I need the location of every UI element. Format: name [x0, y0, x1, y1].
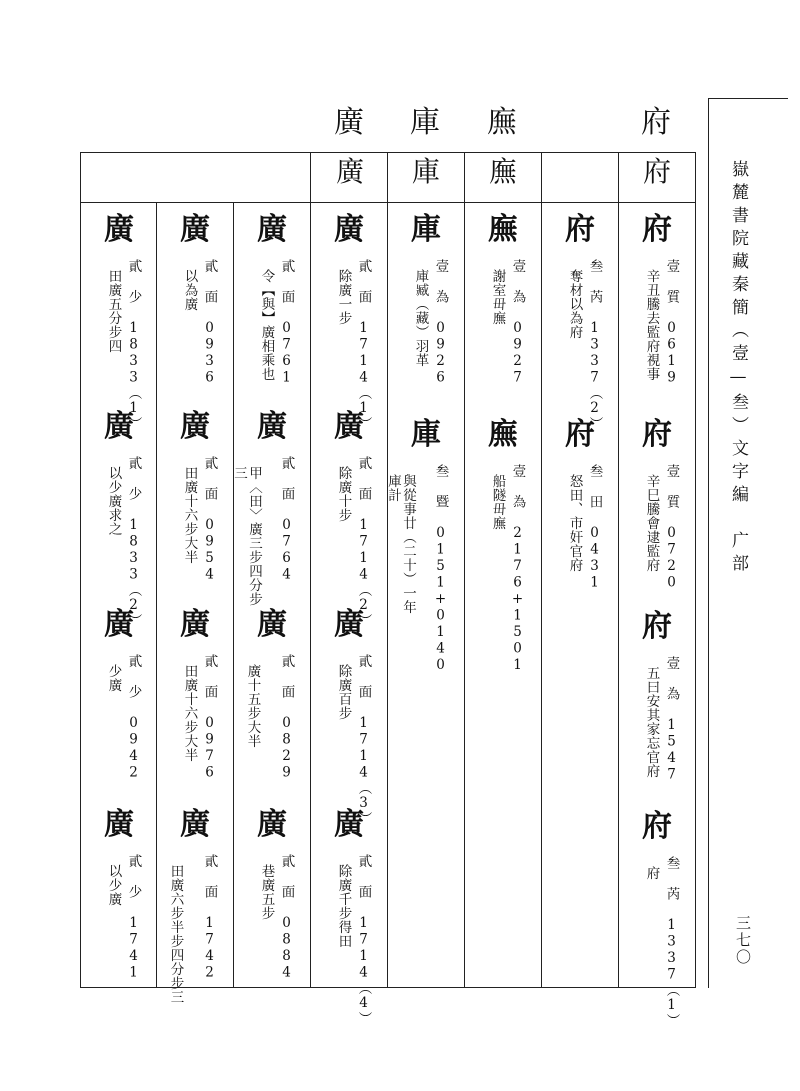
col-divider	[156, 202, 157, 988]
entry-text: 田廣六步半步四分步三	[167, 864, 184, 1004]
entry-text: 除廣千步得田	[335, 864, 352, 948]
entry-text: 除廣十步	[335, 466, 352, 522]
entry-id: 壹 為 1547	[663, 656, 680, 783]
margin-rule	[708, 98, 709, 988]
entry-text: 庫臧（藏）羽革	[412, 269, 429, 367]
character-image: 府	[642, 809, 672, 844]
col-divider	[310, 152, 311, 988]
page-number: 三七〇	[734, 915, 752, 966]
col-divider	[464, 152, 465, 988]
entry-id: 叁 田 0431	[586, 464, 603, 591]
table-top-rule	[80, 152, 696, 153]
character-image: 廣	[257, 409, 287, 444]
entry-id: 貳 面 0936	[201, 259, 218, 386]
character-image: 廣	[334, 409, 364, 444]
entry-text: 以少廣求之	[105, 466, 122, 536]
character-image: 廣	[257, 212, 287, 247]
entry-id: 貳 面 0976	[201, 654, 218, 781]
entry-id: 叁 芮 1337（2）	[586, 259, 603, 431]
entry-text: 與從事廿（二十）一年 庫計	[385, 474, 416, 614]
head-char-guang: 廣	[334, 105, 364, 140]
head-char-ku: 庫	[410, 105, 440, 140]
entry-id: 叁 暨 0151+0140	[432, 464, 449, 674]
table-right-rule	[695, 152, 696, 988]
character-image: 廣	[334, 212, 364, 247]
entry-id: 貳 少 1741	[125, 854, 142, 981]
entry-id: 叁 芮 1337（1）	[663, 856, 680, 1028]
head-char-wu: 廡	[487, 105, 517, 140]
entry-text: 巷廣五步	[258, 864, 275, 920]
entry-text: 廣十五步大半	[244, 664, 261, 748]
entry-id: 貳 面 0764	[278, 456, 295, 583]
entry-id: 貳 面 0829	[278, 654, 295, 781]
entry-id: 壹 質 0720	[663, 464, 680, 591]
entry-id: 壹 為 2176+1501	[509, 464, 526, 674]
character-image: 廣	[334, 807, 364, 842]
col-divider	[618, 152, 619, 988]
col-divider	[541, 152, 542, 988]
entry-text: 除廣百步	[335, 664, 352, 720]
running-title: 嶽麓書院藏秦簡（壹—叁）文字編 广部	[728, 160, 748, 577]
character-image: 廣	[104, 607, 134, 642]
entry-id: 貳 面 1742	[201, 854, 218, 981]
entry-text: 除廣一步	[335, 269, 352, 325]
character-image: 廣	[104, 409, 134, 444]
seal-char-wu: 廡	[489, 155, 518, 188]
entry-text: 田廣十六步大半	[181, 664, 198, 762]
entry-id: 壹 為 0926	[432, 259, 449, 386]
entry-id: 貳 少 1833（1）	[125, 259, 142, 431]
character-image: 廣	[104, 212, 134, 247]
entry-text: 以為廣	[181, 269, 198, 311]
character-image: 府	[642, 417, 672, 452]
entry-text: 少廣	[105, 664, 122, 692]
table-left-rule	[80, 152, 81, 988]
character-image: 庫	[411, 212, 441, 247]
character-image: 廣	[104, 807, 134, 842]
character-image: 廣	[180, 212, 210, 247]
entry-id: 壹 質 0619	[663, 259, 680, 386]
entry-id: 貳 面 1714（2）	[355, 456, 372, 628]
entry-id: 貳 面 0884	[278, 854, 295, 981]
character-image: 廡	[488, 417, 518, 452]
entry-id: 貳 面 1714（3）	[355, 654, 372, 826]
character-image: 廣	[180, 409, 210, 444]
entry-id: 壹 為 0927	[509, 259, 526, 386]
character-image: 府	[565, 212, 595, 247]
margin-rule-top	[708, 98, 788, 99]
entry-id: 貳 少 1833（2）	[125, 456, 142, 628]
entry-text: 謝室毌廡	[489, 269, 506, 325]
entry-text: 田廣五分步四	[105, 269, 122, 353]
entry-id: 貳 面 1714（1）	[355, 259, 372, 431]
entry-text: 怒田、市奸官府	[566, 474, 583, 572]
entry-text: 以少廣	[105, 864, 122, 906]
entry-id: 貳 少 0942	[125, 654, 142, 781]
character-image: 府	[565, 417, 595, 452]
entry-text: 奪材以為府	[566, 269, 583, 339]
entry-text: 辛丑騰去監府視事	[643, 269, 660, 381]
head-char-fu: 府	[641, 105, 671, 140]
entry-text: 令【與】廣相乘也	[258, 269, 275, 381]
entry-id: 貳 面 1714（4）	[355, 854, 372, 1026]
table-seal-rule	[80, 202, 696, 203]
character-image: 府	[642, 212, 672, 247]
character-image: 廣	[180, 607, 210, 642]
entry-text: 辛巳騰會逮監府	[643, 474, 660, 572]
character-image: 廣	[180, 807, 210, 842]
character-image: 庫	[411, 417, 441, 452]
character-image: 廣	[257, 607, 287, 642]
entry-text: 甲〈田〉廣三步四分步 三	[231, 466, 262, 606]
character-image: 廣	[257, 807, 287, 842]
entry-text: 府	[643, 866, 660, 880]
entry-id: 貳 面 0954	[201, 456, 218, 583]
entry-text: 五曰安其家忘官府	[643, 666, 660, 778]
entry-id: 貳 面 0761	[278, 259, 295, 386]
seal-char-ku: 庫	[412, 155, 441, 188]
character-image: 府	[642, 609, 672, 644]
seal-char-fu: 府	[643, 155, 672, 188]
entry-text: 田廣十六步大半	[181, 466, 198, 564]
seal-char-guang: 廣	[336, 155, 365, 188]
entry-text: 船隧毌廡	[489, 474, 506, 530]
character-image: 廡	[488, 212, 518, 247]
character-image: 廣	[334, 607, 364, 642]
